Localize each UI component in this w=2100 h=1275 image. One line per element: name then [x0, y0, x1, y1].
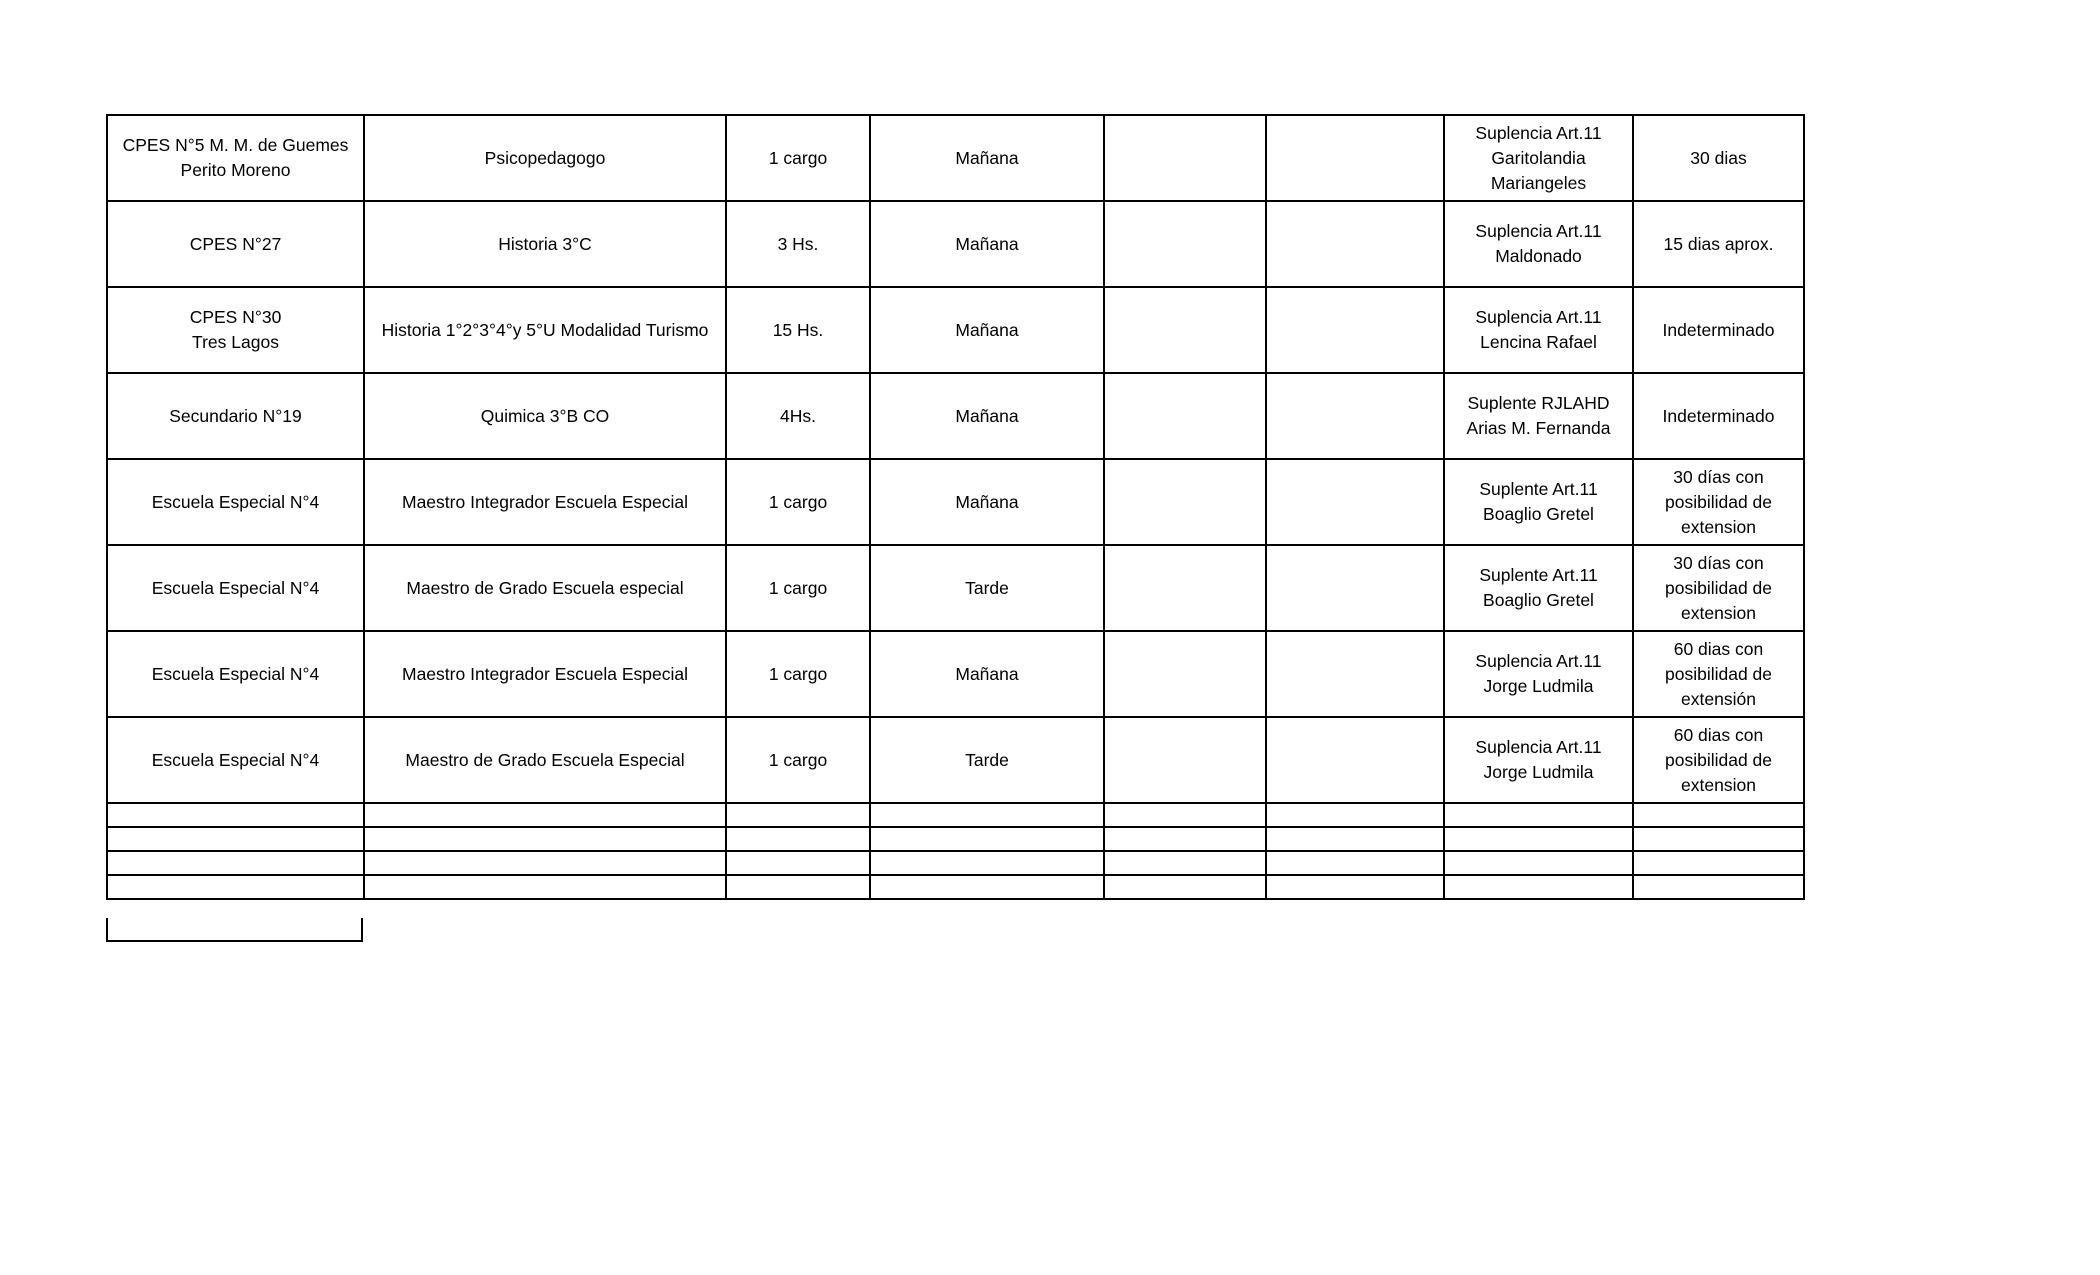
shift-cell: Mañana [870, 115, 1104, 201]
empty-cell [1266, 545, 1444, 631]
empty-cell [1633, 827, 1804, 851]
empty-cell [1266, 851, 1444, 875]
subject-cell: Quimica 3°B CO [364, 373, 726, 459]
table-row [107, 373, 1804, 459]
hours-cell: 15 Hs. [726, 287, 870, 373]
school-cell: Escuela Especial N°4 [107, 631, 364, 717]
duration-cell: 60 dias con posibilidad de extension [1633, 717, 1804, 803]
table-row [107, 717, 1804, 803]
hours-cell: 1 cargo [726, 459, 870, 545]
duration-cell: Indeterminado [1633, 373, 1804, 459]
vacancies-table [106, 114, 1805, 900]
table-row [107, 115, 1804, 201]
empty-cell [1266, 287, 1444, 373]
school-cell: CPES N°5 M. M. de Guemes Perito Moreno [107, 115, 364, 201]
empty-cell [726, 827, 870, 851]
empty-cell [107, 803, 364, 827]
substitution-cell: Suplencia Art.11 Maldonado [1444, 201, 1633, 287]
empty-cell [1104, 803, 1266, 827]
empty-row [107, 803, 1804, 827]
empty-cell [1633, 803, 1804, 827]
empty-cell [1266, 115, 1444, 201]
empty-cell [870, 875, 1104, 899]
empty-cell [106, 918, 363, 942]
substitution-cell: Suplente RJLAHD Arias M. Fernanda [1444, 373, 1633, 459]
school-cell: CPES N°27 [107, 201, 364, 287]
duration-cell: 60 dias con posibilidad de extensión [1633, 631, 1804, 717]
empty-cell [1633, 875, 1804, 899]
empty-cell [1266, 875, 1444, 899]
empty-cell [1266, 717, 1444, 803]
empty-cell [107, 875, 364, 899]
hours-cell: 1 cargo [726, 717, 870, 803]
subject-cell: Historia 3°C [364, 201, 726, 287]
empty-cell [1266, 373, 1444, 459]
empty-cell [1104, 827, 1266, 851]
empty-cell [1104, 851, 1266, 875]
empty-cell [1266, 803, 1444, 827]
duration-cell: 30 días con posibilidad de extension [1633, 459, 1804, 545]
school-cell: Escuela Especial N°4 [107, 459, 364, 545]
empty-cell [1266, 827, 1444, 851]
empty-cell [107, 851, 364, 875]
subject-cell: Maestro Integrador Escuela Especial [364, 631, 726, 717]
empty-cell [1266, 201, 1444, 287]
hours-cell: 1 cargo [726, 631, 870, 717]
empty-cell [1104, 459, 1266, 545]
empty-cell [364, 875, 726, 899]
empty-cell [1104, 717, 1266, 803]
hours-cell: 4Hs. [726, 373, 870, 459]
empty-row [107, 851, 1804, 875]
shift-cell: Mañana [870, 287, 1104, 373]
empty-cell [1104, 373, 1266, 459]
school-cell: CPES N°30 Tres Lagos [107, 287, 364, 373]
empty-cell [870, 851, 1104, 875]
empty-cell [364, 803, 726, 827]
empty-cell [107, 827, 364, 851]
table-row [107, 631, 1804, 717]
substitution-cell: Suplencia Art.11 Jorge Ludmila [1444, 717, 1633, 803]
substitution-cell: Suplencia Art.11 Garitolandia Mariangeles [1444, 115, 1633, 201]
shift-cell: Tarde [870, 545, 1104, 631]
substitution-cell: Suplente Art.11 Boaglio Gretel [1444, 459, 1633, 545]
empty-cell [726, 803, 870, 827]
empty-cell [726, 875, 870, 899]
duration-cell: 30 días con posibilidad de extension [1633, 545, 1804, 631]
empty-cell [1444, 851, 1633, 875]
empty-cell [1266, 459, 1444, 545]
subject-cell: Historia 1°2°3°4°y 5°U Modalidad Turismo [364, 287, 726, 373]
subject-cell: Maestro Integrador Escuela Especial [364, 459, 726, 545]
empty-cell [1104, 287, 1266, 373]
empty-cell [1444, 803, 1633, 827]
shift-cell: Mañana [870, 373, 1104, 459]
empty-cell [1444, 827, 1633, 851]
shift-cell: Mañana [870, 459, 1104, 545]
substitution-cell: Suplente Art.11 Boaglio Gretel [1444, 545, 1633, 631]
shift-cell: Tarde [870, 717, 1104, 803]
duration-cell: Indeterminado [1633, 287, 1804, 373]
empty-cell [1633, 851, 1804, 875]
empty-cell [1266, 631, 1444, 717]
empty-cell [1104, 201, 1266, 287]
substitution-cell: Suplencia Art.11 Jorge Ludmila [1444, 631, 1633, 717]
table-row [107, 545, 1804, 631]
school-cell: Secundario N°19 [107, 373, 364, 459]
empty-row [107, 827, 1804, 851]
hours-cell: 1 cargo [726, 545, 870, 631]
hours-cell: 3 Hs. [726, 201, 870, 287]
subject-cell: Maestro de Grado Escuela especial [364, 545, 726, 631]
empty-cell [1104, 115, 1266, 201]
empty-cell [1104, 875, 1266, 899]
empty-cell [870, 803, 1104, 827]
shift-cell: Mañana [870, 201, 1104, 287]
empty-cell [726, 851, 870, 875]
empty-cell [870, 827, 1104, 851]
duration-cell: 30 dias [1633, 115, 1804, 201]
hours-cell: 1 cargo [726, 115, 870, 201]
school-cell: Escuela Especial N°4 [107, 717, 364, 803]
table-row [107, 287, 1804, 373]
empty-row [107, 875, 1804, 899]
table-row [107, 201, 1804, 287]
empty-cell [364, 827, 726, 851]
duration-cell: 15 dias aprox. [1633, 201, 1804, 287]
shift-cell: Mañana [870, 631, 1104, 717]
subject-cell: Psicopedagogo [364, 115, 726, 201]
table-row [107, 459, 1804, 545]
empty-cell [1104, 545, 1266, 631]
empty-cell [1444, 875, 1633, 899]
school-cell: Escuela Especial N°4 [107, 545, 364, 631]
substitution-cell: Suplencia Art.11 Lencina Rafael [1444, 287, 1633, 373]
empty-cell [364, 851, 726, 875]
subject-cell: Maestro de Grado Escuela Especial [364, 717, 726, 803]
empty-cell [1104, 631, 1266, 717]
